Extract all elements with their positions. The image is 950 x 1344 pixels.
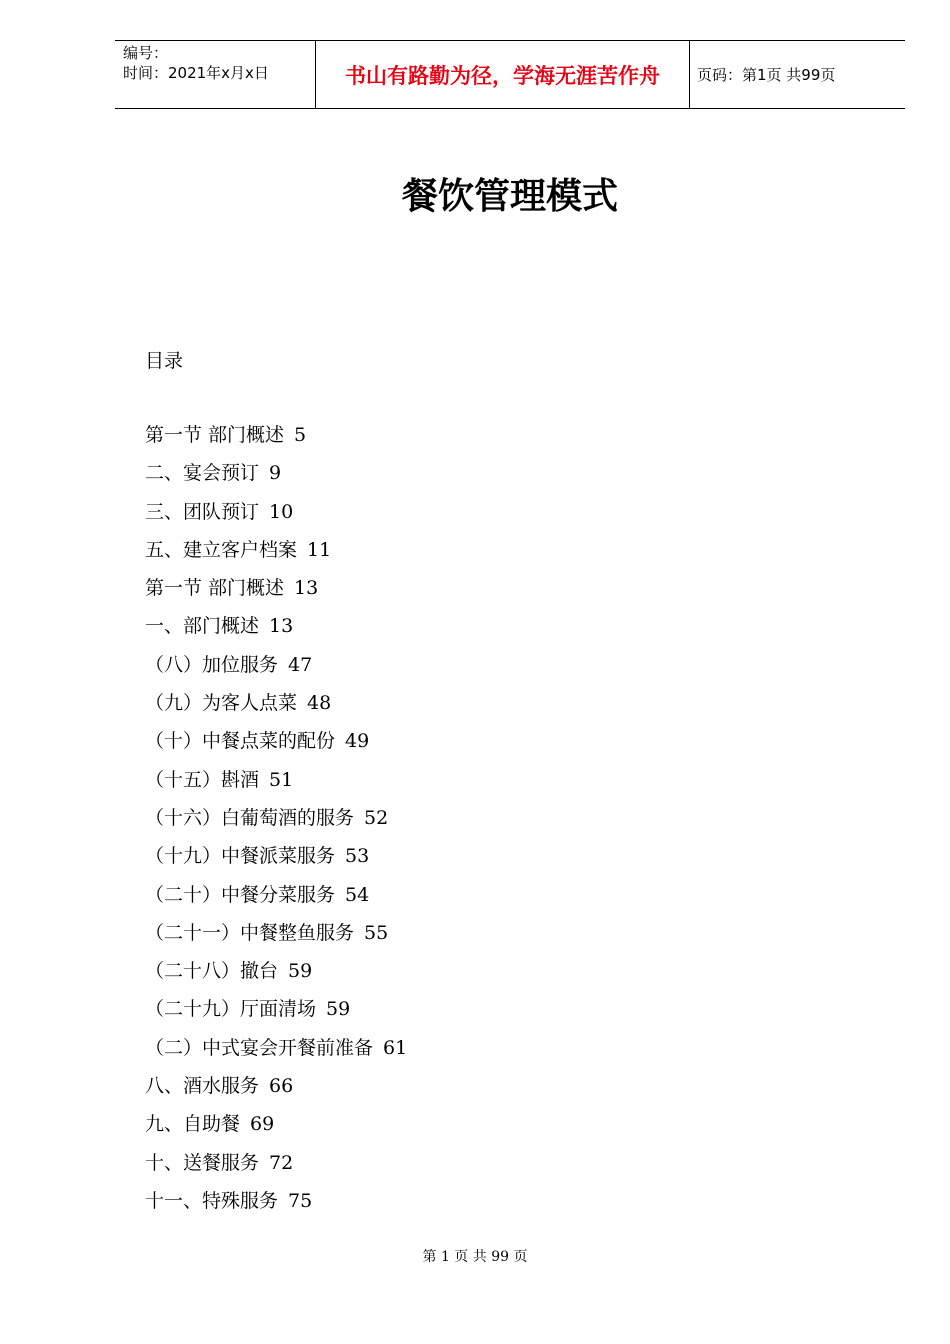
page-header [115, 40, 905, 109]
toc-entry-page: 59 [288, 960, 313, 983]
document-title: 餐饮管理模式 [401, 175, 618, 217]
toc-entry-title: （二十九）厅面清场 [145, 998, 317, 1021]
toc-entry [145, 803, 407, 841]
toc-entry-title: （二十一）中餐整鱼服务 [145, 921, 355, 944]
toc-entry-page: 53 [345, 845, 370, 868]
toc-entry-title: 十一、特殊服务 [145, 1189, 279, 1212]
toc-entry [145, 650, 407, 688]
toc-entry [145, 420, 407, 458]
toc-entry-title: （十）中餐点菜的配份 [145, 730, 336, 753]
toc-entry-title: （九）为客人点菜 [145, 692, 298, 715]
toc-entry [145, 994, 407, 1032]
toc-entry [145, 956, 407, 994]
toc-entry-title: 五、建立客户档案 [145, 538, 298, 561]
toc-entry-title: （十五）斟酒 [145, 768, 260, 791]
toc-entry-page: 47 [288, 653, 313, 676]
toc-entry-page: 9 [269, 462, 282, 485]
toc-entry-page: 13 [269, 615, 294, 638]
toc-entry [145, 611, 407, 649]
toc-entry-page: 5 [294, 424, 307, 446]
toc-entry-page: 49 [345, 730, 370, 753]
toc-entry-title: 十、送餐服务 [145, 1151, 260, 1174]
time-label: 时间：2021年x月x日 [123, 64, 269, 82]
toc-entry [145, 1148, 407, 1186]
toc-entry [145, 918, 407, 956]
toc-entry [145, 726, 407, 764]
toc-entry-page: 13 [294, 577, 319, 600]
toc-entry [145, 880, 407, 918]
table-of-contents [145, 420, 407, 1224]
toc-entry-page: 55 [364, 921, 389, 944]
toc-entry-page: 51 [269, 768, 294, 791]
toc-entry-page: 59 [326, 998, 351, 1021]
header-page-info: 页码：第1页 共99页 [697, 66, 836, 84]
toc-entry-title: 一、部门概述 [145, 615, 260, 638]
toc-entry [145, 1109, 407, 1147]
toc-entry-title: （十六）白葡萄酒的服务 [145, 806, 355, 829]
toc-entry-page: 75 [288, 1189, 313, 1212]
header-meta [123, 43, 315, 83]
toc-entry [145, 458, 407, 496]
toc-entry-title: （二十八）撤台 [145, 960, 279, 983]
toc-entry-page: 66 [269, 1075, 294, 1098]
page-footer: 第 1 页 共 99 页 [422, 1249, 528, 1265]
toc-entry [145, 1071, 407, 1109]
toc-entry [145, 573, 407, 611]
toc-entry-page: 69 [250, 1113, 275, 1136]
toc-entry-title: （十九）中餐派菜服务 [145, 845, 336, 868]
toc-entry-title: （二十）中餐分菜服务 [145, 883, 336, 906]
toc-entry-title: 九、自助餐 [145, 1113, 241, 1136]
toc-entry-page: 48 [307, 692, 332, 715]
toc-entry [145, 1186, 407, 1224]
toc-entry-page: 10 [269, 500, 294, 523]
toc-heading: 目录 [145, 350, 184, 372]
toc-entry-page: 54 [345, 883, 370, 906]
toc-entry-title: 八、酒水服务 [145, 1075, 260, 1098]
toc-entry-title: 第一节 部门概述 [145, 424, 285, 446]
toc-entry-page: 52 [364, 806, 389, 829]
toc-entry-page: 61 [383, 1036, 408, 1059]
toc-entry [145, 688, 407, 726]
toc-entry [145, 535, 407, 573]
toc-entry [145, 841, 407, 879]
toc-entry-title: 三、团队预订 [145, 500, 260, 523]
toc-entry [145, 1033, 407, 1071]
serial-label: 编号： [123, 44, 169, 62]
toc-entry-page: 72 [269, 1151, 294, 1174]
toc-entry-title: （二）中式宴会开餐前准备 [145, 1036, 374, 1059]
toc-entry-title: 第一节 部门概述 [145, 577, 285, 600]
toc-entry [145, 497, 407, 535]
toc-entry-title: 二、宴会预订 [145, 462, 260, 485]
toc-entry-page: 11 [307, 538, 332, 561]
toc-entry [145, 765, 407, 803]
toc-entry-title: （八）加位服务 [145, 653, 279, 676]
header-motto: 书山有路勤为径，学海无涯苦作舟 [315, 41, 690, 108]
